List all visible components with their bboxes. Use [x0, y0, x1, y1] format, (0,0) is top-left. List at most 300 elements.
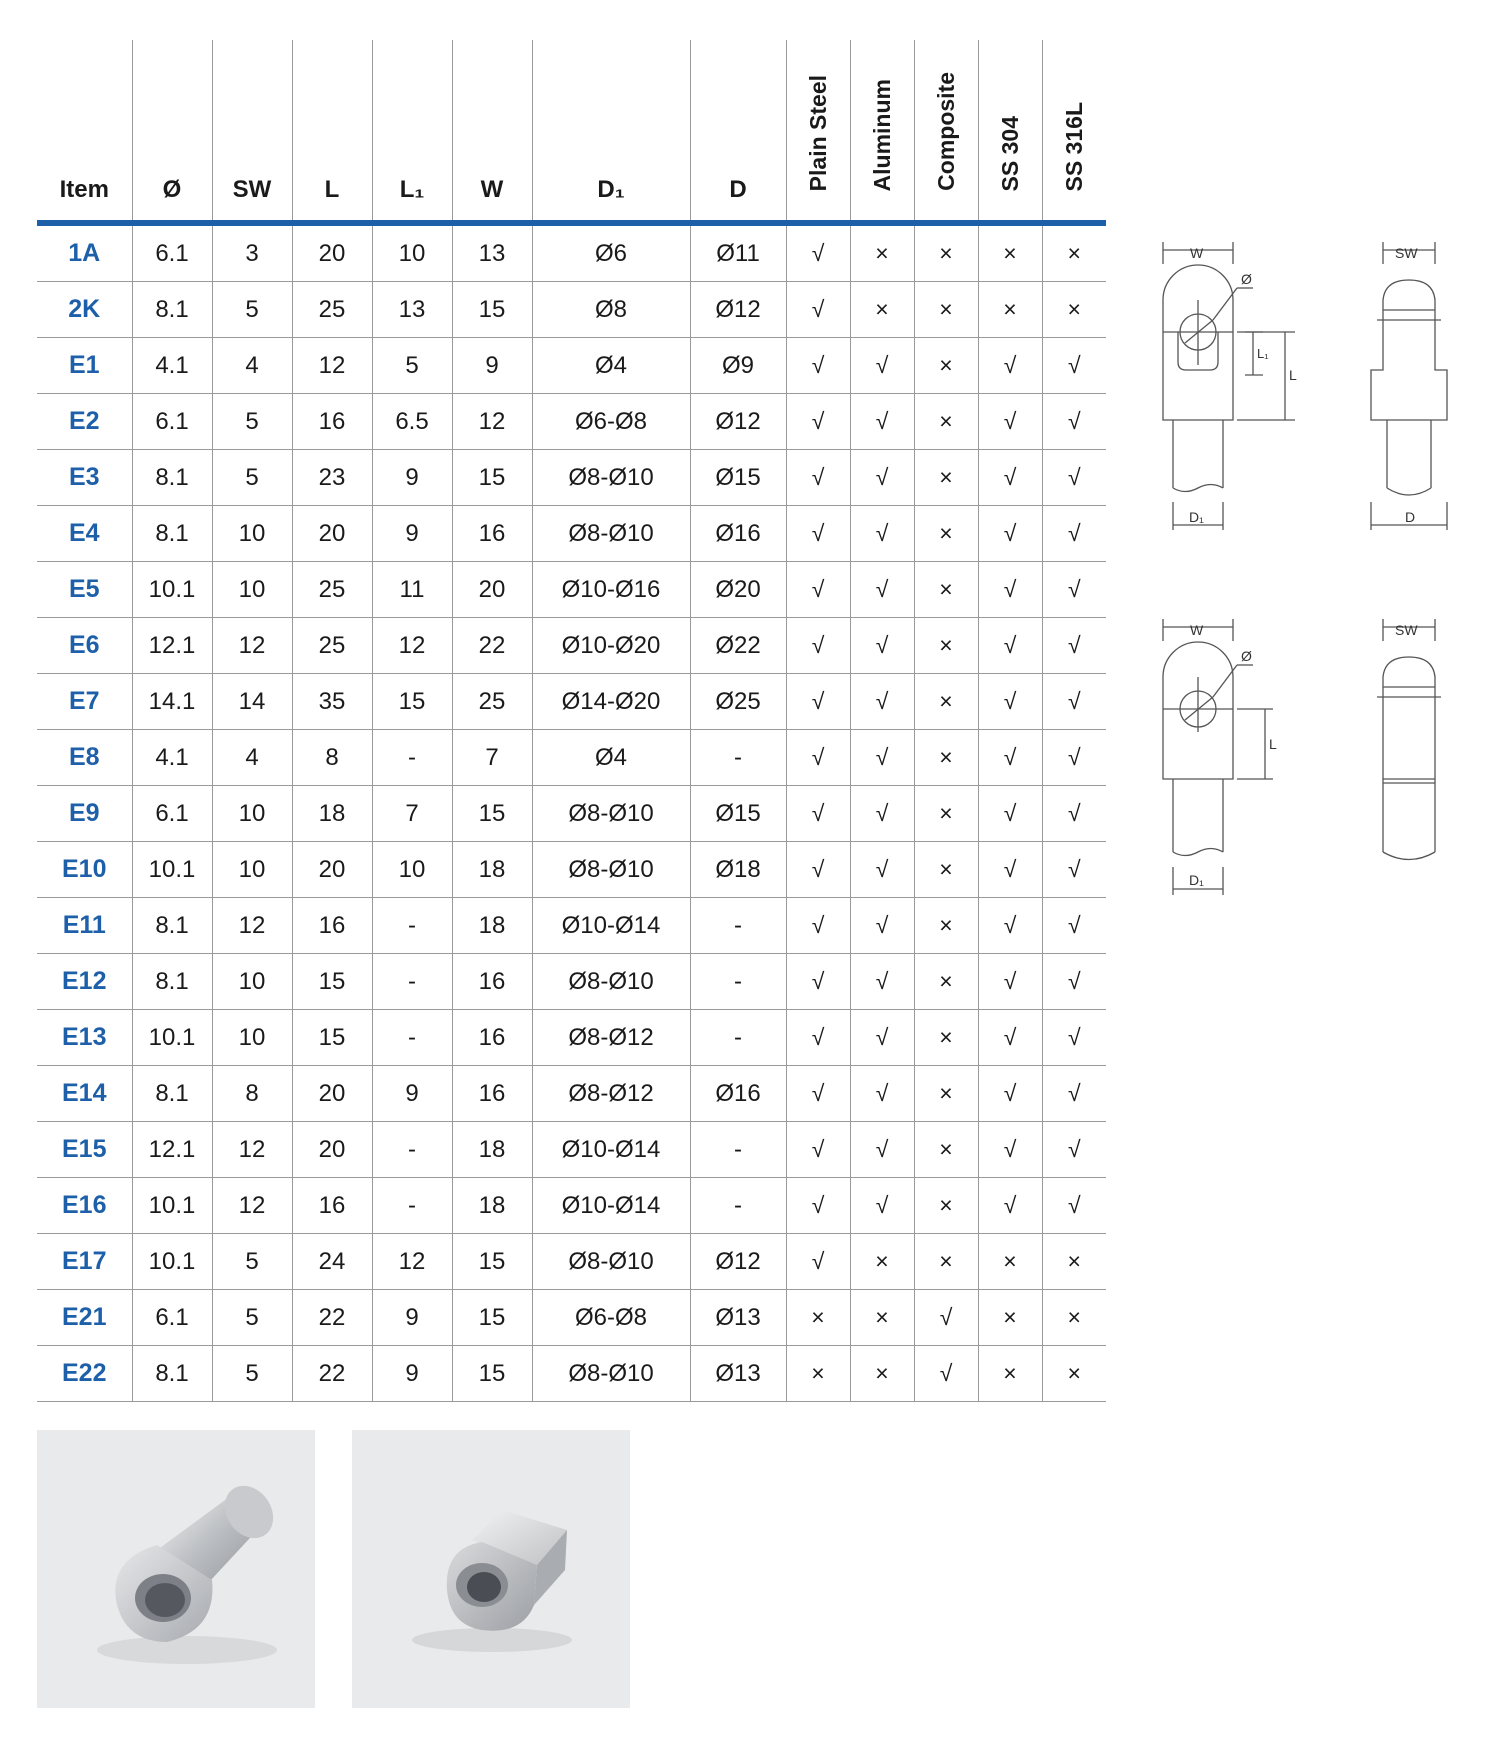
table-cell: 8	[292, 730, 372, 786]
table-cell: 16	[452, 954, 532, 1010]
table-cell: 8	[212, 1066, 292, 1122]
table-cell: √	[978, 842, 1042, 898]
table-row	[37, 562, 1106, 618]
table-cell: Ø11	[690, 223, 786, 282]
table-cell: 23	[292, 450, 372, 506]
column-header-label: SS 316L	[1060, 101, 1087, 191]
svg-text:SW: SW	[1395, 245, 1418, 261]
table-cell: √	[978, 450, 1042, 506]
column-header: Ø	[132, 40, 212, 223]
table-cell: ×	[1042, 1346, 1106, 1402]
table-cell: 15	[452, 1290, 532, 1346]
table-cell: 4	[212, 338, 292, 394]
table-cell: √	[1042, 1010, 1106, 1066]
table-cell: √	[978, 1010, 1042, 1066]
table-cell: Ø6-Ø8	[532, 1290, 690, 1346]
table-cell: Ø8-Ø12	[532, 1010, 690, 1066]
table-cell: Ø12	[690, 282, 786, 338]
table-cell: √	[850, 1010, 914, 1066]
table-cell: ×	[914, 842, 978, 898]
table-cell: 10.1	[132, 1178, 212, 1234]
table-cell: ×	[914, 786, 978, 842]
column-header: SW	[212, 40, 292, 223]
table-cell: ×	[914, 450, 978, 506]
table-cell: 4.1	[132, 338, 212, 394]
table-cell: ×	[850, 1234, 914, 1290]
table-cell: -	[372, 954, 452, 1010]
table-cell: ×	[978, 1290, 1042, 1346]
table-cell: 15	[292, 1010, 372, 1066]
table-header	[37, 40, 1106, 223]
table-cell: 16	[292, 898, 372, 954]
table-cell: ×	[914, 223, 978, 282]
table-row	[37, 618, 1106, 674]
table-cell: ×	[1042, 1290, 1106, 1346]
table-row	[37, 954, 1106, 1010]
table-cell: -	[372, 1178, 452, 1234]
column-header-label: Composite	[932, 72, 959, 191]
table-cell: 8.1	[132, 898, 212, 954]
table-cell: √	[978, 786, 1042, 842]
drawing-front-view	[1145, 617, 1325, 907]
table-cell: 20	[292, 1122, 372, 1178]
item-code-cell: 2K	[37, 282, 132, 338]
table-cell: 25	[452, 674, 532, 730]
table-cell: √	[914, 1290, 978, 1346]
table-cell: 20	[292, 223, 372, 282]
table-cell: √	[786, 1066, 850, 1122]
table-cell: 10	[212, 786, 292, 842]
table-cell: 15	[452, 282, 532, 338]
table-cell: Ø8-Ø12	[532, 1066, 690, 1122]
table-row	[37, 223, 1106, 282]
table-cell: 20	[292, 1066, 372, 1122]
column-header	[850, 40, 914, 223]
table-cell: 9	[452, 338, 532, 394]
table-cell: √	[786, 223, 850, 282]
eye-end-threaded-image	[352, 1430, 630, 1708]
table-cell: √	[978, 1066, 1042, 1122]
column-header: Item	[59, 176, 109, 203]
table-cell: 18	[452, 898, 532, 954]
table-cell: 12	[212, 1178, 292, 1234]
table-cell: Ø8-Ø10	[532, 954, 690, 1010]
table-cell: √	[850, 562, 914, 618]
item-code-cell: E11	[37, 898, 132, 954]
table-cell: Ø10-Ø20	[532, 618, 690, 674]
table-cell: 12	[292, 338, 372, 394]
table-cell: √	[1042, 674, 1106, 730]
table-cell: 7	[372, 786, 452, 842]
table-row	[37, 786, 1106, 842]
table-cell: √	[978, 1122, 1042, 1178]
table-cell: ×	[914, 1010, 978, 1066]
table-cell: 8.1	[132, 1066, 212, 1122]
table-cell: 12.1	[132, 618, 212, 674]
table-cell: -	[690, 730, 786, 786]
table-cell: √	[786, 674, 850, 730]
table-cell: 14	[212, 674, 292, 730]
table-cell: √	[850, 394, 914, 450]
table-cell: 20	[292, 506, 372, 562]
table-cell: √	[786, 1122, 850, 1178]
table-cell: 5	[212, 282, 292, 338]
table-cell: √	[786, 1010, 850, 1066]
table-cell: √	[1042, 618, 1106, 674]
table-cell: √	[978, 954, 1042, 1010]
table-cell: -	[690, 1122, 786, 1178]
column-header	[1042, 40, 1106, 223]
item-code-cell: E8	[37, 730, 132, 786]
table-cell: 20	[292, 842, 372, 898]
table-cell: 16	[292, 1178, 372, 1234]
eye-end-round-image	[37, 1430, 315, 1708]
table-row	[37, 674, 1106, 730]
table-cell: Ø8-Ø10	[532, 1346, 690, 1402]
table-cell: √	[786, 1234, 850, 1290]
table-cell: ×	[850, 282, 914, 338]
table-row	[37, 1346, 1106, 1402]
table-cell: Ø10-Ø14	[532, 898, 690, 954]
table-cell: 5	[212, 1290, 292, 1346]
product-photo-eye-end-threaded	[352, 1430, 630, 1708]
specification-table	[37, 40, 1106, 1402]
table-cell: 15	[452, 450, 532, 506]
table-cell: √	[978, 506, 1042, 562]
table-cell: √	[850, 618, 914, 674]
item-code-cell: 1A	[37, 223, 132, 282]
table-cell: 5	[212, 450, 292, 506]
table-row	[37, 898, 1106, 954]
table-row	[37, 338, 1106, 394]
table-cell: Ø14-Ø20	[532, 674, 690, 730]
item-code-cell: E4	[37, 506, 132, 562]
table-cell: ×	[850, 223, 914, 282]
table-cell: ×	[1042, 282, 1106, 338]
table-cell: ×	[978, 1234, 1042, 1290]
table-cell: √	[978, 394, 1042, 450]
svg-text:Ø: Ø	[1241, 271, 1252, 287]
table-cell: 12	[372, 1234, 452, 1290]
item-code-cell: E10	[37, 842, 132, 898]
table-cell: 22	[292, 1290, 372, 1346]
table-cell: √	[850, 1178, 914, 1234]
table-cell: Ø10-Ø14	[532, 1122, 690, 1178]
table-row	[37, 1066, 1106, 1122]
table-cell: √	[850, 506, 914, 562]
table-cell: 35	[292, 674, 372, 730]
table-row	[37, 730, 1106, 786]
column-header: D	[690, 40, 786, 223]
drawing-side-view	[1365, 617, 1485, 867]
item-code-cell: E17	[37, 1234, 132, 1290]
item-code-cell: E13	[37, 1010, 132, 1066]
table-cell: 12.1	[132, 1122, 212, 1178]
product-photo-eye-end-round	[37, 1430, 315, 1708]
table-cell: 5	[212, 1346, 292, 1402]
item-code-cell: E9	[37, 786, 132, 842]
column-header	[914, 40, 978, 223]
column-header-label: Plain Steel	[804, 74, 831, 191]
table-cell: ×	[1042, 1234, 1106, 1290]
table-cell: -	[690, 1178, 786, 1234]
table-cell: √	[1042, 730, 1106, 786]
table-cell: √	[1042, 450, 1106, 506]
svg-text:Ø: Ø	[1241, 648, 1252, 664]
table-cell: √	[1042, 394, 1106, 450]
svg-text:W: W	[1190, 622, 1204, 638]
table-cell: -	[690, 954, 786, 1010]
table-cell: √	[786, 338, 850, 394]
table-cell: Ø8-Ø10	[532, 842, 690, 898]
table-cell: √	[786, 618, 850, 674]
table-row	[37, 1178, 1106, 1234]
table-cell: 16	[452, 1066, 532, 1122]
table-cell: √	[786, 562, 850, 618]
table-cell: ×	[1042, 223, 1106, 282]
table-cell: 10	[372, 842, 452, 898]
table-cell: Ø20	[690, 562, 786, 618]
table-cell: √	[1042, 786, 1106, 842]
table-cell: 20	[452, 562, 532, 618]
table-cell: Ø6	[532, 223, 690, 282]
table-cell: √	[850, 450, 914, 506]
table-row	[37, 842, 1106, 898]
table-cell: √	[1042, 506, 1106, 562]
table-cell: ×	[914, 338, 978, 394]
table-cell: 12	[452, 394, 532, 450]
table-cell: 6.1	[132, 394, 212, 450]
table-cell: √	[786, 954, 850, 1010]
table-cell: ×	[850, 1346, 914, 1402]
table-cell: 15	[452, 786, 532, 842]
table-cell: √	[978, 898, 1042, 954]
table-cell: Ø9	[690, 338, 786, 394]
table-cell: Ø8	[532, 282, 690, 338]
drawing-front-view-with-l1	[1145, 240, 1325, 540]
table-cell: √	[786, 506, 850, 562]
table-cell: 18	[452, 1122, 532, 1178]
table-cell: 6.1	[132, 1290, 212, 1346]
table-cell: ×	[914, 674, 978, 730]
table-cell: √	[1042, 338, 1106, 394]
table-cell: 22	[292, 1346, 372, 1402]
table-cell: 4.1	[132, 730, 212, 786]
table-cell: √	[850, 1066, 914, 1122]
table-cell: 10	[212, 842, 292, 898]
table-row	[37, 450, 1106, 506]
table-cell: √	[786, 786, 850, 842]
table-cell: √	[1042, 1122, 1106, 1178]
table-cell: 12	[372, 618, 452, 674]
table-cell: 16	[452, 506, 532, 562]
table-cell: √	[850, 786, 914, 842]
table-cell: ×	[914, 1066, 978, 1122]
table-cell: 7	[452, 730, 532, 786]
table-cell: 9	[372, 1290, 452, 1346]
svg-text:L: L	[1269, 736, 1277, 752]
table-cell: 14.1	[132, 674, 212, 730]
table-cell: ×	[914, 506, 978, 562]
item-code-cell: E7	[37, 674, 132, 730]
table-cell: Ø25	[690, 674, 786, 730]
table-cell: 5	[372, 338, 452, 394]
table-cell: 25	[292, 618, 372, 674]
table-cell: 25	[292, 282, 372, 338]
table-cell: 16	[452, 1010, 532, 1066]
item-code-cell: E3	[37, 450, 132, 506]
table-cell: 12	[212, 618, 292, 674]
table-row	[37, 282, 1106, 338]
table-cell: ×	[978, 223, 1042, 282]
table-cell: -	[690, 1010, 786, 1066]
table-cell: 15	[292, 954, 372, 1010]
table-cell: ×	[978, 282, 1042, 338]
item-code-cell: E12	[37, 954, 132, 1010]
table-cell: 10.1	[132, 842, 212, 898]
table-cell: Ø15	[690, 786, 786, 842]
table-cell: √	[978, 1178, 1042, 1234]
table-cell: ×	[914, 618, 978, 674]
table-cell: ×	[786, 1346, 850, 1402]
table-cell: ×	[914, 730, 978, 786]
table-cell: 12	[212, 1122, 292, 1178]
table-cell: 15	[452, 1346, 532, 1402]
column-header-label: SS 304	[996, 115, 1023, 191]
table-cell: Ø4	[532, 338, 690, 394]
table-cell: Ø8-Ø10	[532, 1234, 690, 1290]
item-code-cell: E22	[37, 1346, 132, 1402]
table-cell: √	[850, 1122, 914, 1178]
table-cell: 5	[212, 394, 292, 450]
table-cell: Ø8-Ø10	[532, 506, 690, 562]
table-cell: 9	[372, 506, 452, 562]
column-header: D₁	[532, 40, 690, 223]
table-row	[37, 1122, 1106, 1178]
table-cell: √	[978, 674, 1042, 730]
table-cell: Ø8-Ø10	[532, 450, 690, 506]
table-cell: √	[850, 674, 914, 730]
table-cell: 25	[292, 562, 372, 618]
table-cell: ×	[914, 954, 978, 1010]
table-cell: 9	[372, 1346, 452, 1402]
table-cell: √	[850, 338, 914, 394]
table-cell: 6.1	[132, 223, 212, 282]
table-cell: √	[1042, 898, 1106, 954]
table-cell: Ø13	[690, 1346, 786, 1402]
table-cell: √	[978, 618, 1042, 674]
column-header: W	[452, 40, 532, 223]
table-row	[37, 394, 1106, 450]
table-cell: 24	[292, 1234, 372, 1290]
table-cell: √	[786, 842, 850, 898]
table-cell: 10	[372, 223, 452, 282]
table-cell: Ø22	[690, 618, 786, 674]
table-cell: -	[372, 1122, 452, 1178]
table-cell: √	[786, 730, 850, 786]
table-cell: √	[1042, 562, 1106, 618]
table-cell: 9	[372, 450, 452, 506]
table-cell: √	[786, 898, 850, 954]
table-row	[37, 506, 1106, 562]
table-cell: Ø4	[532, 730, 690, 786]
table-cell: 8.1	[132, 506, 212, 562]
table-cell: ×	[786, 1290, 850, 1346]
table-cell: √	[978, 562, 1042, 618]
column-header	[786, 40, 850, 223]
table-cell: Ø15	[690, 450, 786, 506]
item-code-cell: E14	[37, 1066, 132, 1122]
table-cell: √	[978, 730, 1042, 786]
table-cell: 6.1	[132, 786, 212, 842]
table-cell: Ø13	[690, 1290, 786, 1346]
table-row	[37, 1290, 1106, 1346]
table-cell: ×	[914, 394, 978, 450]
table-cell: 10	[212, 1010, 292, 1066]
table-cell: √	[786, 450, 850, 506]
column-header: L	[292, 40, 372, 223]
svg-text:L: L	[1289, 367, 1297, 383]
table-cell: ×	[914, 1122, 978, 1178]
table-cell: Ø18	[690, 842, 786, 898]
table-cell: √	[1042, 842, 1106, 898]
item-code-cell: E21	[37, 1290, 132, 1346]
table-cell: -	[690, 898, 786, 954]
table-cell: √	[1042, 1178, 1106, 1234]
table-cell: ×	[914, 898, 978, 954]
table-cell: 22	[452, 618, 532, 674]
table-cell: 8.1	[132, 282, 212, 338]
table-cell: 10	[212, 954, 292, 1010]
column-header: L₁	[372, 40, 452, 223]
item-code-cell: E15	[37, 1122, 132, 1178]
table-cell: √	[786, 394, 850, 450]
table-cell: 18	[292, 786, 372, 842]
table-cell: √	[850, 954, 914, 1010]
table-cell: 8.1	[132, 954, 212, 1010]
table-cell: √	[850, 730, 914, 786]
svg-text:D₁: D₁	[1189, 509, 1204, 525]
table-cell: ×	[914, 562, 978, 618]
svg-text:W: W	[1190, 245, 1204, 261]
item-code-cell: E5	[37, 562, 132, 618]
svg-text:SW: SW	[1395, 622, 1418, 638]
table-cell: √	[978, 338, 1042, 394]
table-cell: 11	[372, 562, 452, 618]
table-cell: Ø16	[690, 506, 786, 562]
table-cell: 9	[372, 1066, 452, 1122]
table-cell: 8.1	[132, 1346, 212, 1402]
table-row	[37, 1234, 1106, 1290]
table-cell: ×	[914, 1178, 978, 1234]
column-header	[978, 40, 1042, 223]
table-row	[37, 1010, 1106, 1066]
table-cell: 18	[452, 1178, 532, 1234]
table-cell: 13	[372, 282, 452, 338]
table-cell: 12	[212, 898, 292, 954]
table-cell: √	[786, 1178, 850, 1234]
table-cell: 3	[212, 223, 292, 282]
drawing-side-view-sw	[1365, 240, 1485, 540]
table-cell: 10.1	[132, 1010, 212, 1066]
table-cell: √	[850, 898, 914, 954]
item-code-cell: E2	[37, 394, 132, 450]
table-cell: 10.1	[132, 1234, 212, 1290]
column-header-label: Aluminum	[868, 78, 895, 191]
item-code-cell: E16	[37, 1178, 132, 1234]
table-cell: -	[372, 730, 452, 786]
item-code-cell: E6	[37, 618, 132, 674]
